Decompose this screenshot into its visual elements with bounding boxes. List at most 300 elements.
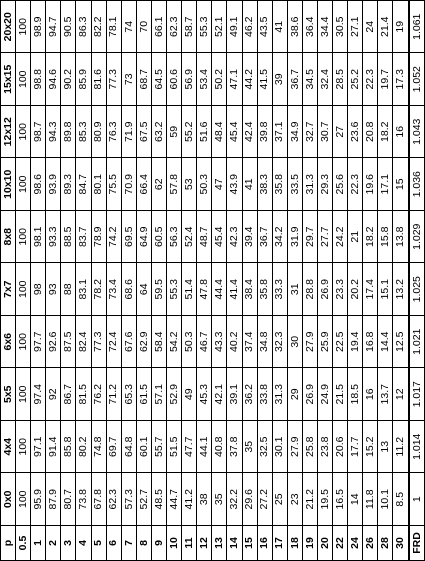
table-cell: 1.021 xyxy=(409,316,425,369)
table-row xyxy=(348,1,363,561)
table-cell: 71.2 xyxy=(106,368,121,421)
table-cell: 64.8 xyxy=(121,421,136,474)
table-cell: 41.2 xyxy=(182,473,197,526)
table-cell: 67.5 xyxy=(136,106,151,159)
table-cell: 24.2 xyxy=(333,211,348,264)
table-cell: 32.2 xyxy=(227,473,242,526)
table-cell: 74.2 xyxy=(106,211,121,264)
table-cell: 39.8 xyxy=(257,106,272,159)
table-cell: 92.6 xyxy=(46,316,61,369)
column-header: 10x10 xyxy=(1,158,16,211)
table-cell: 50.3 xyxy=(197,158,212,211)
table-cell: 87.9 xyxy=(46,473,61,526)
row-header: 6 xyxy=(106,526,121,561)
table-cell: 98.7 xyxy=(31,106,46,159)
table-cell: 100 xyxy=(16,211,31,264)
table-cell: 74.8 xyxy=(91,421,106,474)
table-cell: 100 xyxy=(16,53,31,106)
table-cell: 81.6 xyxy=(91,53,106,106)
row-header: 7 xyxy=(121,526,136,561)
table-cell: 1.061 xyxy=(409,1,425,54)
table-row xyxy=(121,1,136,561)
column-header: 4x4 xyxy=(1,421,16,474)
table-row xyxy=(167,1,182,561)
table-cell: 29 xyxy=(287,368,302,421)
table-cell: 25 xyxy=(272,473,287,526)
table-cell: 36.7 xyxy=(257,211,272,264)
table-cell: 70 xyxy=(136,1,151,54)
table-cell: 35.8 xyxy=(257,263,272,316)
table-cell: 25.9 xyxy=(317,316,332,369)
table-cell: 57.1 xyxy=(151,368,166,421)
column-header: 0x0 xyxy=(1,473,16,526)
table-cell: 44.2 xyxy=(242,53,257,106)
table-cell: 23.3 xyxy=(333,263,348,316)
table-cell: 98.1 xyxy=(31,211,46,264)
row-header: 11 xyxy=(182,526,197,561)
frd-row xyxy=(409,1,425,561)
table-cell: 28.8 xyxy=(302,263,317,316)
table-cell: 80.1 xyxy=(91,158,106,211)
table-cell: 83.7 xyxy=(76,211,91,264)
table-cell: 38 xyxy=(197,473,212,526)
row-header: 15 xyxy=(242,526,257,561)
table-cell: 16 xyxy=(363,368,378,421)
row-header: 2 xyxy=(46,526,61,561)
row-header: 3 xyxy=(61,526,76,561)
table-cell: 17.4 xyxy=(363,263,378,316)
table-cell: 18.5 xyxy=(348,368,363,421)
table-row xyxy=(151,1,166,561)
table-cell: 36.7 xyxy=(287,53,302,106)
table-cell: 48.7 xyxy=(197,211,212,264)
table-cell: 64.5 xyxy=(151,53,166,106)
row-header: 17 xyxy=(272,526,287,561)
table-cell: 34.9 xyxy=(287,106,302,159)
table-cell: 89.3 xyxy=(61,158,76,211)
table-cell: 51.6 xyxy=(197,106,212,159)
table-cell: 98.9 xyxy=(31,1,46,54)
table-cell: 100 xyxy=(16,421,31,474)
table-cell: 59 xyxy=(167,106,182,159)
table-cell: 97.4 xyxy=(31,368,46,421)
table-cell: 47 xyxy=(212,158,227,211)
table-cell: 50.3 xyxy=(182,316,197,369)
table-cell: 22.3 xyxy=(363,53,378,106)
column-header: 15x15 xyxy=(1,53,16,106)
table-cell: 21.2 xyxy=(302,473,317,526)
table-cell: 1.043 xyxy=(409,106,425,159)
table-row xyxy=(333,1,348,561)
table-cell: 51.5 xyxy=(167,421,182,474)
table-cell: 42.4 xyxy=(242,106,257,159)
table-cell: 59.5 xyxy=(151,263,166,316)
table-cell: 91.4 xyxy=(46,421,61,474)
table-cell: 67.8 xyxy=(91,473,106,526)
table-cell: 52.4 xyxy=(182,211,197,264)
table-cell: 94.3 xyxy=(46,106,61,159)
row-header: 1 xyxy=(31,526,46,561)
table-cell: 57.8 xyxy=(167,158,182,211)
table-cell: 13 xyxy=(378,421,393,474)
row-header: 8 xyxy=(136,526,151,561)
table-cell: 66.4 xyxy=(136,158,151,211)
table-cell: 39 xyxy=(272,53,287,106)
table-cell: 27.9 xyxy=(302,316,317,369)
table-cell: 43.5 xyxy=(257,1,272,54)
table-cell: 77.3 xyxy=(91,316,106,369)
table-cell: 17.7 xyxy=(348,421,363,474)
column-header: 8x8 xyxy=(1,211,16,264)
table-cell: 15.8 xyxy=(378,211,393,264)
table-cell: 25.8 xyxy=(302,421,317,474)
header-row xyxy=(1,1,16,561)
table-cell: 19.4 xyxy=(348,316,363,369)
table-cell: 94.6 xyxy=(46,53,61,106)
table-cell: 55.2 xyxy=(182,106,197,159)
table-cell: 85.9 xyxy=(76,53,91,106)
table-cell: 67.6 xyxy=(121,316,136,369)
table-row xyxy=(16,1,31,561)
table-cell: 22.3 xyxy=(348,158,363,211)
table-cell: 73.8 xyxy=(76,473,91,526)
table-cell: 39.1 xyxy=(227,368,242,421)
table-cell: 37.8 xyxy=(227,421,242,474)
table-cell: 85.3 xyxy=(76,106,91,159)
table-cell: 16.8 xyxy=(363,316,378,369)
table-cell: 60.5 xyxy=(151,211,166,264)
row-header: 12 xyxy=(197,526,212,561)
row-header: 18 xyxy=(287,526,302,561)
table-cell: 1.014 xyxy=(409,421,425,474)
table-cell: 26.9 xyxy=(317,263,332,316)
table-cell: 17.3 xyxy=(393,53,409,106)
table-cell: 62.3 xyxy=(167,1,182,54)
table-cell: 66.1 xyxy=(151,1,166,54)
table-cell: 41 xyxy=(272,1,287,54)
table-cell: 25.2 xyxy=(348,53,363,106)
table-cell: 47.1 xyxy=(227,53,242,106)
table-cell: 30.7 xyxy=(317,106,332,159)
table-cell: 72.4 xyxy=(106,316,121,369)
table-cell: 98 xyxy=(31,263,46,316)
table-cell: 14.4 xyxy=(378,316,393,369)
table-cell: 43.3 xyxy=(212,316,227,369)
table-cell: 47.7 xyxy=(182,421,197,474)
table-cell: 89.8 xyxy=(61,106,76,159)
table-row xyxy=(61,1,76,561)
table-cell: 30 xyxy=(287,316,302,369)
table-cell: 21.4 xyxy=(378,1,393,54)
table-cell: 56.3 xyxy=(167,211,182,264)
table-cell: 42.3 xyxy=(227,211,242,264)
table-cell: 38.3 xyxy=(257,158,272,211)
table-cell: 32.7 xyxy=(302,106,317,159)
table-cell: 35.8 xyxy=(272,158,287,211)
table-cell: 60.1 xyxy=(136,421,151,474)
table-cell: 29.3 xyxy=(317,158,332,211)
table-cell: 25.6 xyxy=(333,158,348,211)
table-cell: 40.8 xyxy=(212,421,227,474)
table-cell: 98.6 xyxy=(31,158,46,211)
table-cell: 83.1 xyxy=(76,263,91,316)
table-cell: 69.7 xyxy=(106,421,121,474)
table-row xyxy=(363,1,378,561)
table-cell: 47.8 xyxy=(197,263,212,316)
table-cell: 55.3 xyxy=(167,263,182,316)
table-row xyxy=(212,1,227,561)
table-cell: 42.1 xyxy=(212,368,227,421)
row-header: 14 xyxy=(227,526,242,561)
table-cell: 29.7 xyxy=(302,211,317,264)
table-cell: 27.1 xyxy=(348,1,363,54)
table-cell: 100 xyxy=(16,106,31,159)
table-cell: 77.3 xyxy=(106,53,121,106)
column-header: p xyxy=(1,526,16,561)
table-cell: 41.4 xyxy=(227,263,242,316)
table-cell: 95.9 xyxy=(31,473,46,526)
table-cell: 1.017 xyxy=(409,368,425,421)
table-cell: 52.7 xyxy=(136,473,151,526)
table-cell: 33.8 xyxy=(257,368,272,421)
table-cell: 28.5 xyxy=(333,53,348,106)
table-cell: 34.8 xyxy=(257,316,272,369)
table-cell: 32.3 xyxy=(272,316,287,369)
row-header: 22 xyxy=(333,526,348,561)
column-header: 5x5 xyxy=(1,368,16,421)
table-cell: 62 xyxy=(151,158,166,211)
table-cell: 98.8 xyxy=(31,53,46,106)
table-cell: 48.5 xyxy=(151,473,166,526)
table-cell: 93.9 xyxy=(46,158,61,211)
table-row xyxy=(242,1,257,561)
table-cell: 49 xyxy=(182,368,197,421)
table-cell: 33.3 xyxy=(272,263,287,316)
table-cell: 37.1 xyxy=(272,106,287,159)
table-cell: 80.9 xyxy=(91,106,106,159)
row-header: 28 xyxy=(378,526,393,561)
table-cell: 52.1 xyxy=(212,1,227,54)
table-cell: 57.3 xyxy=(121,473,136,526)
table-cell: 43.9 xyxy=(227,158,242,211)
table-cell: 19 xyxy=(393,1,409,54)
table-cell: 88.5 xyxy=(61,211,76,264)
table-cell: 26.9 xyxy=(302,368,317,421)
table-cell: 12.5 xyxy=(393,316,409,369)
table-cell: 61.5 xyxy=(136,368,151,421)
table-cell: 13.7 xyxy=(378,368,393,421)
table-cell: 93.3 xyxy=(46,211,61,264)
table-cell: 90.2 xyxy=(61,53,76,106)
table-cell: 22.5 xyxy=(333,316,348,369)
table-cell: 27 xyxy=(333,106,348,159)
row-header: 20 xyxy=(317,526,332,561)
table-cell: 100 xyxy=(16,368,31,421)
table-cell: 18.2 xyxy=(378,106,393,159)
table-cell: 1.052 xyxy=(409,53,425,106)
table-cell: 29.6 xyxy=(242,473,257,526)
table-cell: 34.5 xyxy=(302,53,317,106)
table-cell: 86.3 xyxy=(76,1,91,54)
table-cell: 46.2 xyxy=(242,1,257,54)
table-cell: 54.2 xyxy=(167,316,182,369)
row-header: 9 xyxy=(151,526,166,561)
table-row xyxy=(106,1,121,561)
table-cell: 16 xyxy=(393,106,409,159)
row-header: 5 xyxy=(91,526,106,561)
table-cell: 87.5 xyxy=(61,316,76,369)
table-cell: 23.8 xyxy=(317,421,332,474)
table-cell: 18.2 xyxy=(363,211,378,264)
table-cell: 69.5 xyxy=(121,211,136,264)
table-row xyxy=(136,1,151,561)
table-cell: 11.8 xyxy=(363,473,378,526)
table-cell: 20.2 xyxy=(348,263,363,316)
table-cell: 45.3 xyxy=(197,368,212,421)
row-header: 10 xyxy=(167,526,182,561)
table-cell: 33.5 xyxy=(287,158,302,211)
table-cell: 34.2 xyxy=(272,211,287,264)
table-cell: 1.025 xyxy=(409,263,425,316)
table-cell: 100 xyxy=(16,263,31,316)
table-cell: 90.5 xyxy=(61,1,76,54)
table-cell: 19.5 xyxy=(317,473,332,526)
table-row xyxy=(393,1,409,561)
row-header: FRD xyxy=(409,526,425,561)
table-cell: 78.9 xyxy=(91,211,106,264)
table-cell: 1.036 xyxy=(409,158,425,211)
table-cell: 76.2 xyxy=(91,368,106,421)
table-cell: 17.1 xyxy=(378,158,393,211)
table-cell: 85.8 xyxy=(61,421,76,474)
table-cell: 20.6 xyxy=(333,421,348,474)
table-cell: 100 xyxy=(16,473,31,526)
table-cell: 58.4 xyxy=(151,316,166,369)
table-cell: 100 xyxy=(16,158,31,211)
table-cell: 60.6 xyxy=(167,53,182,106)
table-cell: 37.4 xyxy=(242,316,257,369)
table-row xyxy=(272,1,287,561)
row-header: 0.5 xyxy=(16,526,31,561)
table-cell: 21.5 xyxy=(333,368,348,421)
table-cell: 30.5 xyxy=(333,1,348,54)
table-cell: 27.7 xyxy=(317,211,332,264)
table-cell: 34.4 xyxy=(317,1,332,54)
table-cell: 45.4 xyxy=(227,106,242,159)
table-cell: 8.5 xyxy=(393,473,409,526)
table-cell: 24 xyxy=(363,1,378,54)
table-cell: 35 xyxy=(242,421,257,474)
table-cell: 64.9 xyxy=(136,211,151,264)
table-cell: 74 xyxy=(121,1,136,54)
table-cell: 23 xyxy=(287,473,302,526)
table-cell: 27.9 xyxy=(287,421,302,474)
table-cell: 86.7 xyxy=(61,368,76,421)
table-cell: 15.1 xyxy=(378,263,393,316)
table-row xyxy=(91,1,106,561)
table-cell: 62.9 xyxy=(136,316,151,369)
table-cell: 36.4 xyxy=(302,1,317,54)
column-header: 6x6 xyxy=(1,316,16,369)
table-cell: 97.7 xyxy=(31,316,46,369)
table-cell: 82.2 xyxy=(91,1,106,54)
table-cell: 88 xyxy=(61,263,76,316)
table-cell: 53 xyxy=(182,158,197,211)
table-row xyxy=(197,1,212,561)
table-cell: 19.7 xyxy=(378,53,393,106)
column-header: 12x12 xyxy=(1,106,16,159)
table-row xyxy=(287,1,302,561)
table-cell: 84.7 xyxy=(76,158,91,211)
table-cell: 48.4 xyxy=(212,106,227,159)
table-cell: 51.4 xyxy=(182,263,197,316)
table-row xyxy=(182,1,197,561)
table-cell: 50.2 xyxy=(212,53,227,106)
row-header: 24 xyxy=(348,526,363,561)
table-cell: 58.7 xyxy=(182,1,197,54)
table-cell: 1.029 xyxy=(409,211,425,264)
table-cell: 100 xyxy=(16,1,31,54)
table-cell: 65.3 xyxy=(121,368,136,421)
table-cell: 31 xyxy=(287,263,302,316)
table-cell: 100 xyxy=(16,316,31,369)
table-row xyxy=(257,1,272,561)
table-cell: 32.4 xyxy=(317,53,332,106)
table-cell: 94.7 xyxy=(46,1,61,54)
table-row xyxy=(76,1,91,561)
table-cell: 39.4 xyxy=(242,211,257,264)
row-header: 13 xyxy=(212,526,227,561)
table-cell: 52.9 xyxy=(167,368,182,421)
table-cell: 35 xyxy=(212,473,227,526)
table-cell: 92 xyxy=(46,368,61,421)
table-cell: 55.7 xyxy=(151,421,166,474)
table-cell: 70.9 xyxy=(121,158,136,211)
table-row xyxy=(302,1,317,561)
table-cell: 62.3 xyxy=(106,473,121,526)
table-cell: 1 xyxy=(409,473,425,526)
table-cell: 56.9 xyxy=(182,53,197,106)
table-cell: 76.3 xyxy=(106,106,121,159)
table-cell: 73.4 xyxy=(106,263,121,316)
table-cell: 44.4 xyxy=(212,263,227,316)
table-cell: 15.2 xyxy=(363,421,378,474)
table-cell: 30.1 xyxy=(272,421,287,474)
table-cell: 36.2 xyxy=(242,368,257,421)
table-cell: 68.7 xyxy=(136,53,151,106)
column-header: 7x7 xyxy=(1,263,16,316)
table-cell: 32.5 xyxy=(257,421,272,474)
table-cell: 80.7 xyxy=(61,473,76,526)
table-cell: 44.1 xyxy=(197,421,212,474)
table-cell: 19.6 xyxy=(363,158,378,211)
table-row xyxy=(317,1,332,561)
table-cell: 78.2 xyxy=(91,263,106,316)
table-cell: 63.2 xyxy=(151,106,166,159)
row-header: 30 xyxy=(393,526,409,561)
row-header: 16 xyxy=(257,526,272,561)
table-cell: 13.2 xyxy=(393,263,409,316)
table-cell: 27.2 xyxy=(257,473,272,526)
table-cell: 15 xyxy=(393,158,409,211)
table-cell: 38.6 xyxy=(287,1,302,54)
table-cell: 12 xyxy=(393,368,409,421)
table-cell: 82.4 xyxy=(76,316,91,369)
table-cell: 16.5 xyxy=(333,473,348,526)
table-cell: 21 xyxy=(348,211,363,264)
row-header: 4 xyxy=(76,526,91,561)
table-cell: 23.6 xyxy=(348,106,363,159)
